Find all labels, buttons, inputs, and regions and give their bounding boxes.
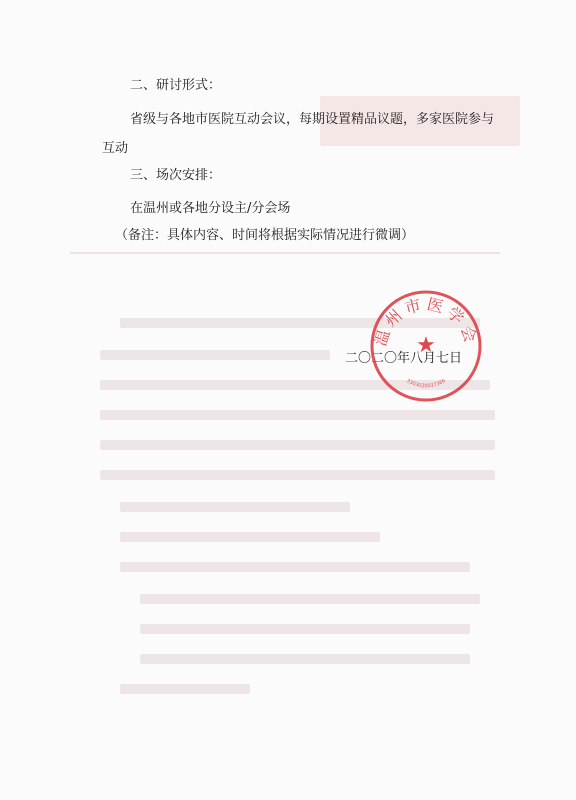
section3-body: 在温州或各地分设主/分会场 bbox=[130, 201, 291, 216]
bleed-through-line bbox=[120, 684, 250, 694]
bleed-through-line bbox=[100, 350, 330, 360]
bleed-through-line bbox=[140, 654, 470, 664]
svg-text:3303020037366: 3303020037366 bbox=[405, 378, 447, 390]
bleed-through-line bbox=[100, 440, 495, 450]
bleed-through-line bbox=[140, 624, 470, 634]
section3-heading: 三、场次安排： bbox=[130, 168, 222, 183]
official-seal bbox=[368, 288, 484, 404]
bleed-through-line bbox=[140, 594, 480, 604]
bleed-through-line bbox=[120, 532, 380, 542]
section2-body-line1: 省级与各地市医院互动会议，每期设置精品议题，多家医院参与 bbox=[130, 112, 495, 127]
bleed-through-line bbox=[120, 562, 470, 572]
svg-text:★: ★ bbox=[416, 333, 436, 358]
bleed-through-line bbox=[100, 470, 495, 480]
bleed-through-rule bbox=[70, 252, 500, 254]
document-date: 二〇二〇年八月七日 bbox=[345, 351, 463, 366]
note-text: （备注：具体内容、时间将根据实际情况进行微调） bbox=[115, 228, 415, 243]
section2-body-line2: 互动 bbox=[102, 141, 129, 156]
bleed-through-line bbox=[120, 502, 350, 512]
svg-text:温州市医学会: 温州市医学会 bbox=[370, 294, 482, 349]
section2-heading: 二、研讨形式： bbox=[130, 78, 222, 93]
bleed-through-line bbox=[100, 410, 495, 420]
